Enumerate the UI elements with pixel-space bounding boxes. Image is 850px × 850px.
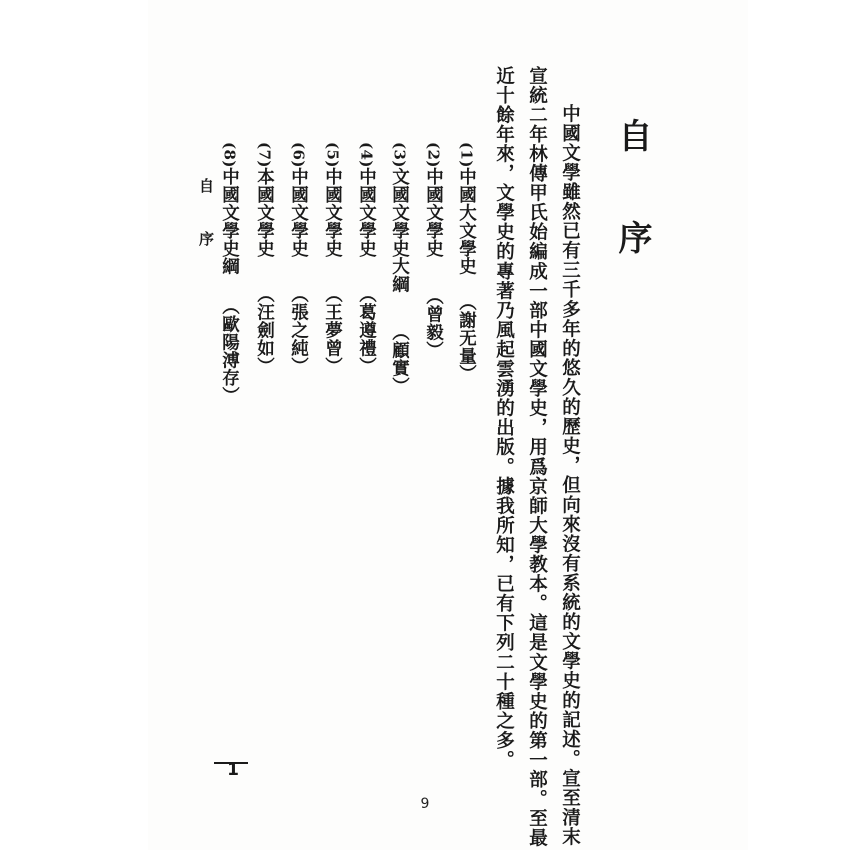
list-item-author: （曾毅） (423, 287, 444, 359)
list-item-author: （王夢曾） (322, 285, 343, 375)
list-item (357, 142, 375, 375)
list-item-title: 本國文學史 (254, 167, 275, 258)
list-item-author: （謝无量） (456, 293, 477, 383)
list-item-author: （張之純） (288, 285, 309, 375)
list-item-number: (2) (424, 142, 443, 168)
body-column-1: 中國文學雖然已有三千多年的悠久的歷史，但向來沒有系統的文學史的記述。宣至清末 (559, 104, 581, 847)
list-item-title: 文國文學史大綱 (389, 167, 410, 294)
list-item-number: (6) (289, 142, 308, 168)
list-item-number: (3) (390, 142, 409, 168)
list-item (457, 142, 475, 383)
list-item (220, 142, 238, 405)
list-item-author: （葛遵禮） (356, 285, 377, 375)
list-item (424, 142, 442, 359)
book-page (148, 0, 748, 850)
list-item-number: (8) (220, 142, 239, 168)
list-item (255, 142, 273, 375)
list-item-number: (5) (323, 142, 342, 168)
list-item-title: 中國文學史 (288, 167, 309, 258)
list-item-author: （汪劍如） (254, 285, 275, 375)
list-item-number: (7) (255, 142, 274, 168)
list-item (390, 142, 408, 395)
list-item-title: 中國文學史 (322, 167, 343, 258)
page-title: 自 序 (612, 118, 652, 268)
list-item-title: 中國文學史 (356, 167, 377, 258)
list-item-author: （歐陽溥存） (219, 297, 240, 405)
list-item-author: （顧實） (389, 323, 410, 395)
list-item-title: 中國大文學史 (456, 167, 477, 276)
list-item (323, 142, 341, 375)
running-head: 自 序 (197, 178, 215, 256)
body-column-2: 宣統二年林傳甲氏始編成一部中國文學史，用爲京師大學教本。這是文學史的第一部。至最 (526, 66, 548, 848)
list-item (289, 142, 307, 375)
page-number: 9 (420, 796, 430, 812)
folio-number: 1 (227, 760, 239, 780)
body-column-3: 近十餘年來，文學史的專著乃風起雲湧的出版。據我所知，已有下列二十種之多。 (493, 66, 515, 770)
list-item-number: (4) (357, 142, 376, 168)
list-item-title: 中國文學史 (423, 167, 444, 258)
list-item-number: (1) (457, 142, 476, 168)
list-item-title: 中國文學史綱 (219, 167, 240, 276)
